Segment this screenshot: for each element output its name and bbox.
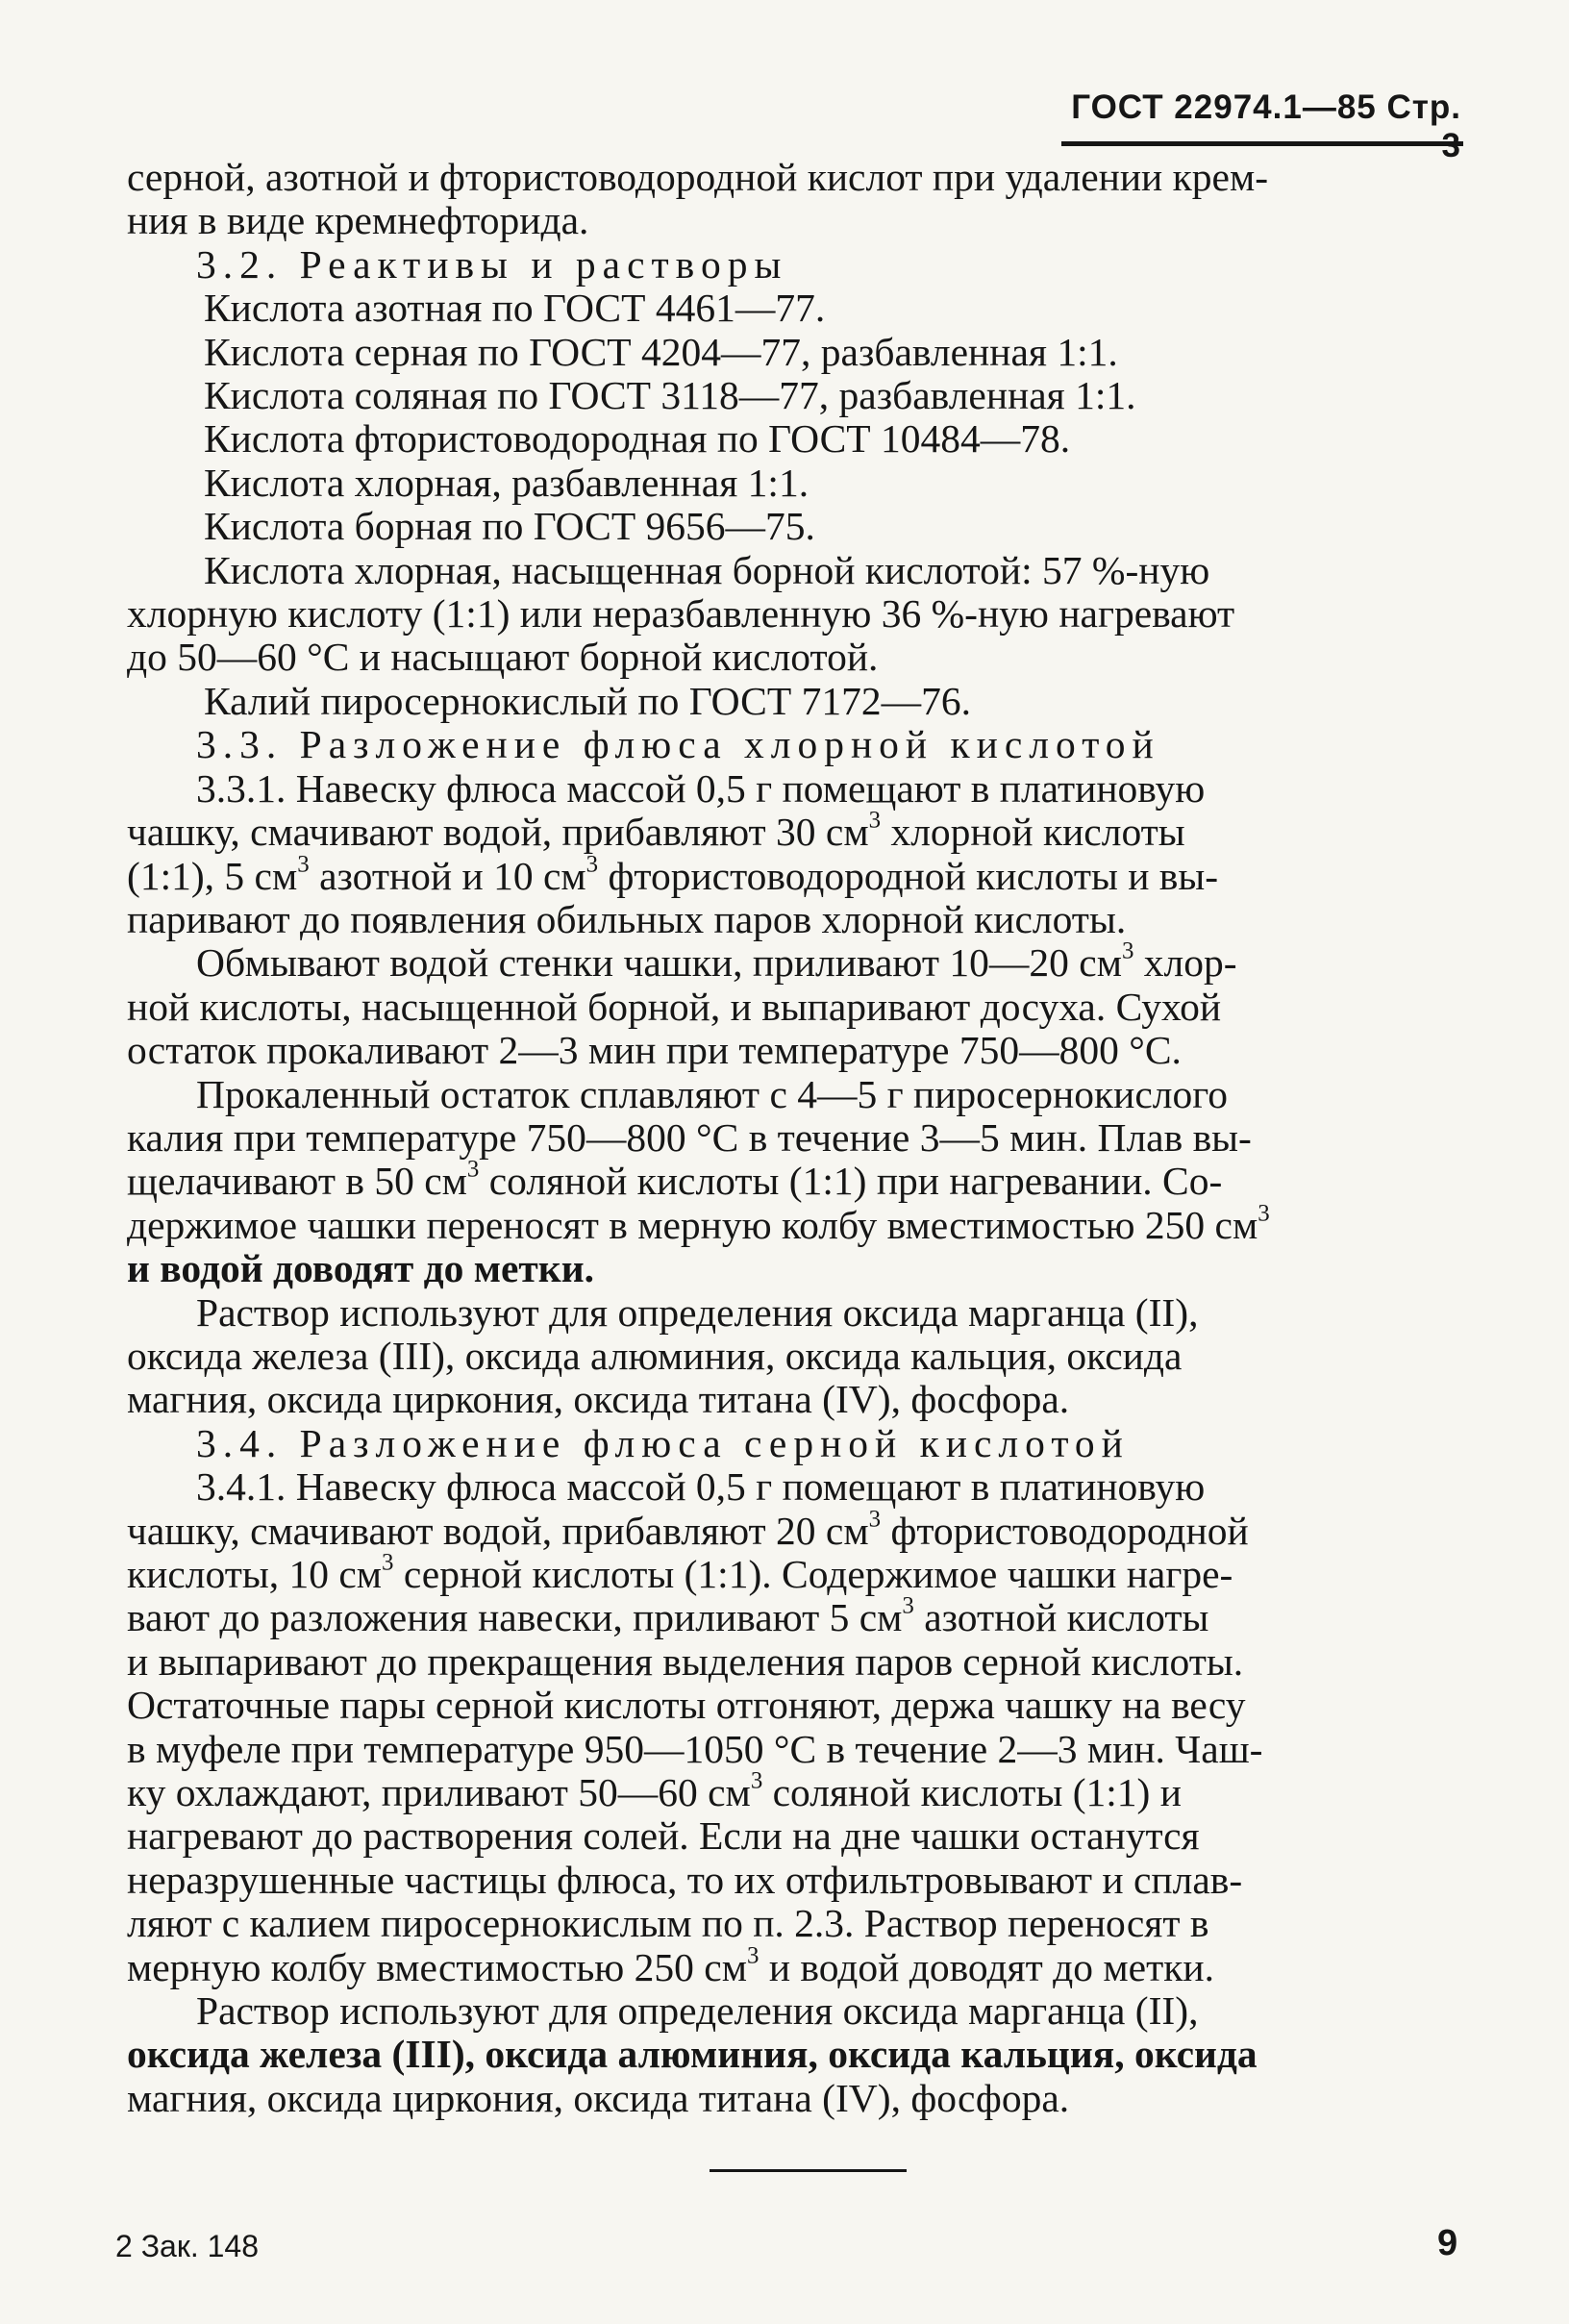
text-line: держимое чашки переносят в мерную колбу вместимостью 250 $см^3$ xyxy=(127,1203,1270,1247)
text-line: чашку, смачивают водой, прибавляют 30 $см^3$ хлорной кислоты xyxy=(127,811,1185,855)
text-line: ку охлаждают, приливают 50—60 $см^3$ соляной кислоты (1:1) и xyxy=(127,1771,1182,1815)
text-line: Раствор используют для определения оксида марганца (II), xyxy=(196,1290,1199,1335)
text-line: Кислота хлорная, разбавленная 1:1. xyxy=(204,461,809,505)
print-order-note: 2 Зак. 148 xyxy=(115,2229,259,2263)
text-line: щелачивают в 50 $см^3$ соляной кислоты (1:1) при нагревании. Со- xyxy=(127,1160,1223,1204)
text-line: до 50—60 °С и насыщают борной кислотой. xyxy=(127,636,879,680)
body-text xyxy=(127,156,1463,2120)
text-line: Обмывают водой стенки чашки, приливают 10—20 $см^3$ хлор- xyxy=(196,941,1237,986)
text-line: Кислота борная по ГОСТ 9656—75. xyxy=(204,505,815,549)
page-header: ГОСТ 22974.1—85 Стр. xyxy=(1071,88,1461,126)
page-number: 9 xyxy=(1437,2223,1458,2263)
text-line: кислоты, 10 $см^3$ серной кислоты (1:1). Содержимое чашки нагре- xyxy=(127,1553,1233,1596)
text-line: Раствор используют для определения оксида марганца (II), xyxy=(196,1989,1199,2034)
text-line: Калий пиросернокислый по ГОСТ 7172—76. xyxy=(204,679,971,723)
text-line: оксида железа (III), оксида алюминия, оксида кальция, оксида xyxy=(127,1334,1183,1378)
text-line: калия при температуре 750—800 °С в течение 3—5 мин. Плав вы- xyxy=(127,1115,1252,1160)
text-line: остаток прокаливают 2—3 мин при температуре 750—800 °С. xyxy=(127,1029,1182,1073)
text-line: Кислота азотная по ГОСТ 4461—77. xyxy=(204,287,826,331)
text-line: и выпаривают до прекращения выделения паров серной кислоты. xyxy=(127,1639,1244,1684)
text-line: 3.4.1. Навеску флюса массой 0,5 г помещают в платиновую xyxy=(196,1465,1206,1510)
footer-rule xyxy=(710,2169,907,2172)
section-heading: 3.3. Разложение флюса хлорной кислотой xyxy=(196,723,1160,767)
text-line: Кислота хлорная, насыщенная борной кислотой: 57 %-ную xyxy=(204,548,1210,592)
header-rule xyxy=(1061,141,1463,146)
text-line: магния, оксида циркония, оксида титана (IV), фосфора. xyxy=(127,1378,1070,1422)
text-line: мерную колбу вместимостью 250 $см^3$ и водой доводят до метки. xyxy=(127,1945,1214,1989)
text-line: Прокаленный остаток сплавляют с 4—5 г пиросернокислого xyxy=(196,1072,1229,1116)
text-line: хлорную кислоту (1:1) или неразбавленную 36 %-ную нагревают xyxy=(127,592,1235,637)
text-line: ной кислоты, насыщенной борной, и выпаривают досуха. Сухой xyxy=(127,985,1222,1029)
text-line: и водой доводят до метки. xyxy=(127,1247,594,1291)
text-line: магния, оксида циркония, оксида титана (IV), фосфора. xyxy=(127,2076,1070,2120)
text-line: ния в виде кремнефторида. xyxy=(127,199,589,243)
text-line: в муфеле при температуре 950—1050 °С в течение 2—3 мин. Чаш- xyxy=(127,1727,1263,1771)
text-line: серной, азотной и фтористоводородной кислот при удалении крем- xyxy=(127,156,1269,199)
text-line: ляют с калием пиросернокислым по п. 2.3. Раствор переносят в xyxy=(127,1902,1209,1946)
text-line: оксида железа (III), оксида алюминия, оксида кальция, оксида xyxy=(127,2033,1258,2077)
text-line: Кислота соляная по ГОСТ 3118—77, разбавленная 1:1. xyxy=(204,374,1136,418)
text-line: вают до разложения навески, приливают 5 $см^3$ азотной кислоты xyxy=(127,1596,1209,1640)
section-heading: 3.4. Разложение флюса серной кислотой xyxy=(196,1421,1130,1465)
text-line: паривают до появления обильных паров хлорной кислоты. xyxy=(127,897,1127,941)
section-heading: 3.2. Реактивы и растворы xyxy=(196,242,788,287)
text-line: Остаточные пары серной кислоты отгоняют, держа чашку на весу xyxy=(127,1684,1246,1728)
text-line: чашку, смачивают водой, прибавляют 20 $см^3$ фтористоводородной xyxy=(127,1509,1249,1553)
text-line: неразрушенные частицы флюса, то их отфильтровывают и сплав- xyxy=(127,1858,1243,1902)
text-line: Кислота серная по ГОСТ 4204—77, разбавленная 1:1. xyxy=(204,330,1118,374)
text-line: Кислота фтористоводородная по ГОСТ 10484—78. xyxy=(204,417,1071,462)
text-line: 3.3.1. Навеску флюса массой 0,5 г помещают в платиновую xyxy=(196,766,1206,811)
text-line: нагревают до растворения солей. Если на дне чашки останутся xyxy=(127,1814,1200,1859)
text-line: (1:1), 5 $см^3$ азотной и 10 $см^3$ фтористоводородной кислоты и вы- xyxy=(127,854,1219,898)
